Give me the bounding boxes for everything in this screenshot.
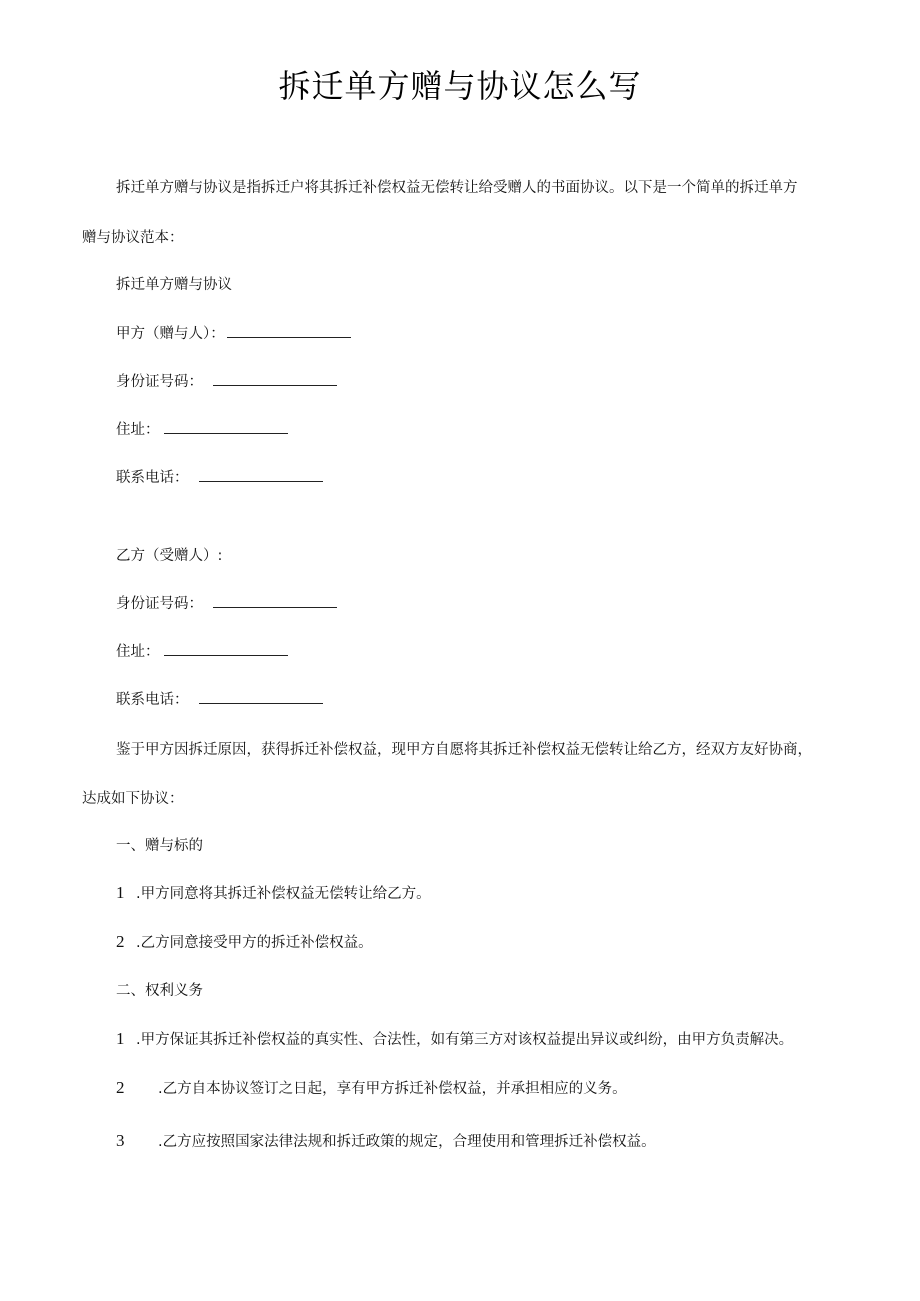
party-a-label: 甲方（赠与人）： [116,326,225,342]
section-1-heading: 一、赠与标的 [116,838,203,854]
party-b-phone-label: 联系电话： [116,692,189,708]
item-number: 1 [116,1029,125,1048]
item-text: .乙方同意接受甲方的拆迁补偿权益。 [136,935,373,951]
party-a-id-label: 身份证号码： [116,374,203,390]
party-b-address-blank[interactable] [164,643,288,656]
party-b-id-label: 身份证号码： [116,596,203,612]
section-2-item-2 [116,1078,627,1099]
party-a-phone-row [116,468,323,488]
item-text: .甲方同意将其拆迁补偿权益无偿转让给乙方。 [136,886,431,902]
party-a-address-blank[interactable] [164,421,288,434]
item-number: 1 [116,883,125,902]
party-b-phone-blank[interactable] [199,691,323,704]
intro-line-2: 赠与协议范本： [82,230,184,246]
item-text: .乙方自本协议签订之日起，享有甲方拆迁补偿权益，并承担相应的义务。 [158,1081,627,1097]
section-1-item-1 [116,883,431,904]
section-1-item-2 [116,932,373,953]
party-b-id-row [116,594,337,614]
party-b-address-label: 住址： [116,644,160,660]
preamble-line-1: 鉴于甲方因拆迁原因，获得拆迁补偿权益，现甲方自愿将其拆迁补偿权益无偿转让给乙方，经双方友好协商， [116,742,812,758]
item-number: 3 [116,1131,125,1150]
section-2-item-3 [116,1131,656,1152]
party-a-name-blank[interactable] [227,325,351,338]
party-a-phone-label: 联系电话： [116,470,189,486]
document-title: 拆迁单方赠与协议怎么写 [278,67,642,105]
intro-line-1: 拆迁单方赠与协议是指拆迁户将其拆迁补偿权益无偿转让给受赠人的书面协议。以下是一个简单的拆迁单方 [116,180,798,196]
party-a-address-label: 住址： [116,422,160,438]
party-b-id-blank[interactable] [213,595,337,608]
party-b-address-row [116,642,288,662]
party-a-phone-blank[interactable] [199,469,323,482]
item-number: 2 [116,1078,125,1097]
item-text: .甲方保证其拆迁补偿权益的真实性、合法性，如有第三方对该权益提出异议或纠纷，由甲方负责解决。 [136,1032,794,1048]
item-text: .乙方应按照国家法律法规和拆迁政策的规定，合理使用和管理拆迁补偿权益。 [158,1134,656,1150]
party-b-label: 乙方（受赠人）: [116,548,223,564]
section-2-item-1 [116,1029,793,1050]
party-a-row [116,324,351,344]
preamble-line-2: 达成如下协议： [82,791,184,807]
sample-title: 拆迁单方赠与协议 [116,277,232,293]
party-a-id-row [116,372,337,392]
party-a-id-blank[interactable] [213,373,337,386]
item-number: 2 [116,932,125,951]
section-2-heading: 二、权利义务 [116,983,203,999]
party-a-address-row [116,420,288,440]
party-b-phone-row [116,690,323,710]
